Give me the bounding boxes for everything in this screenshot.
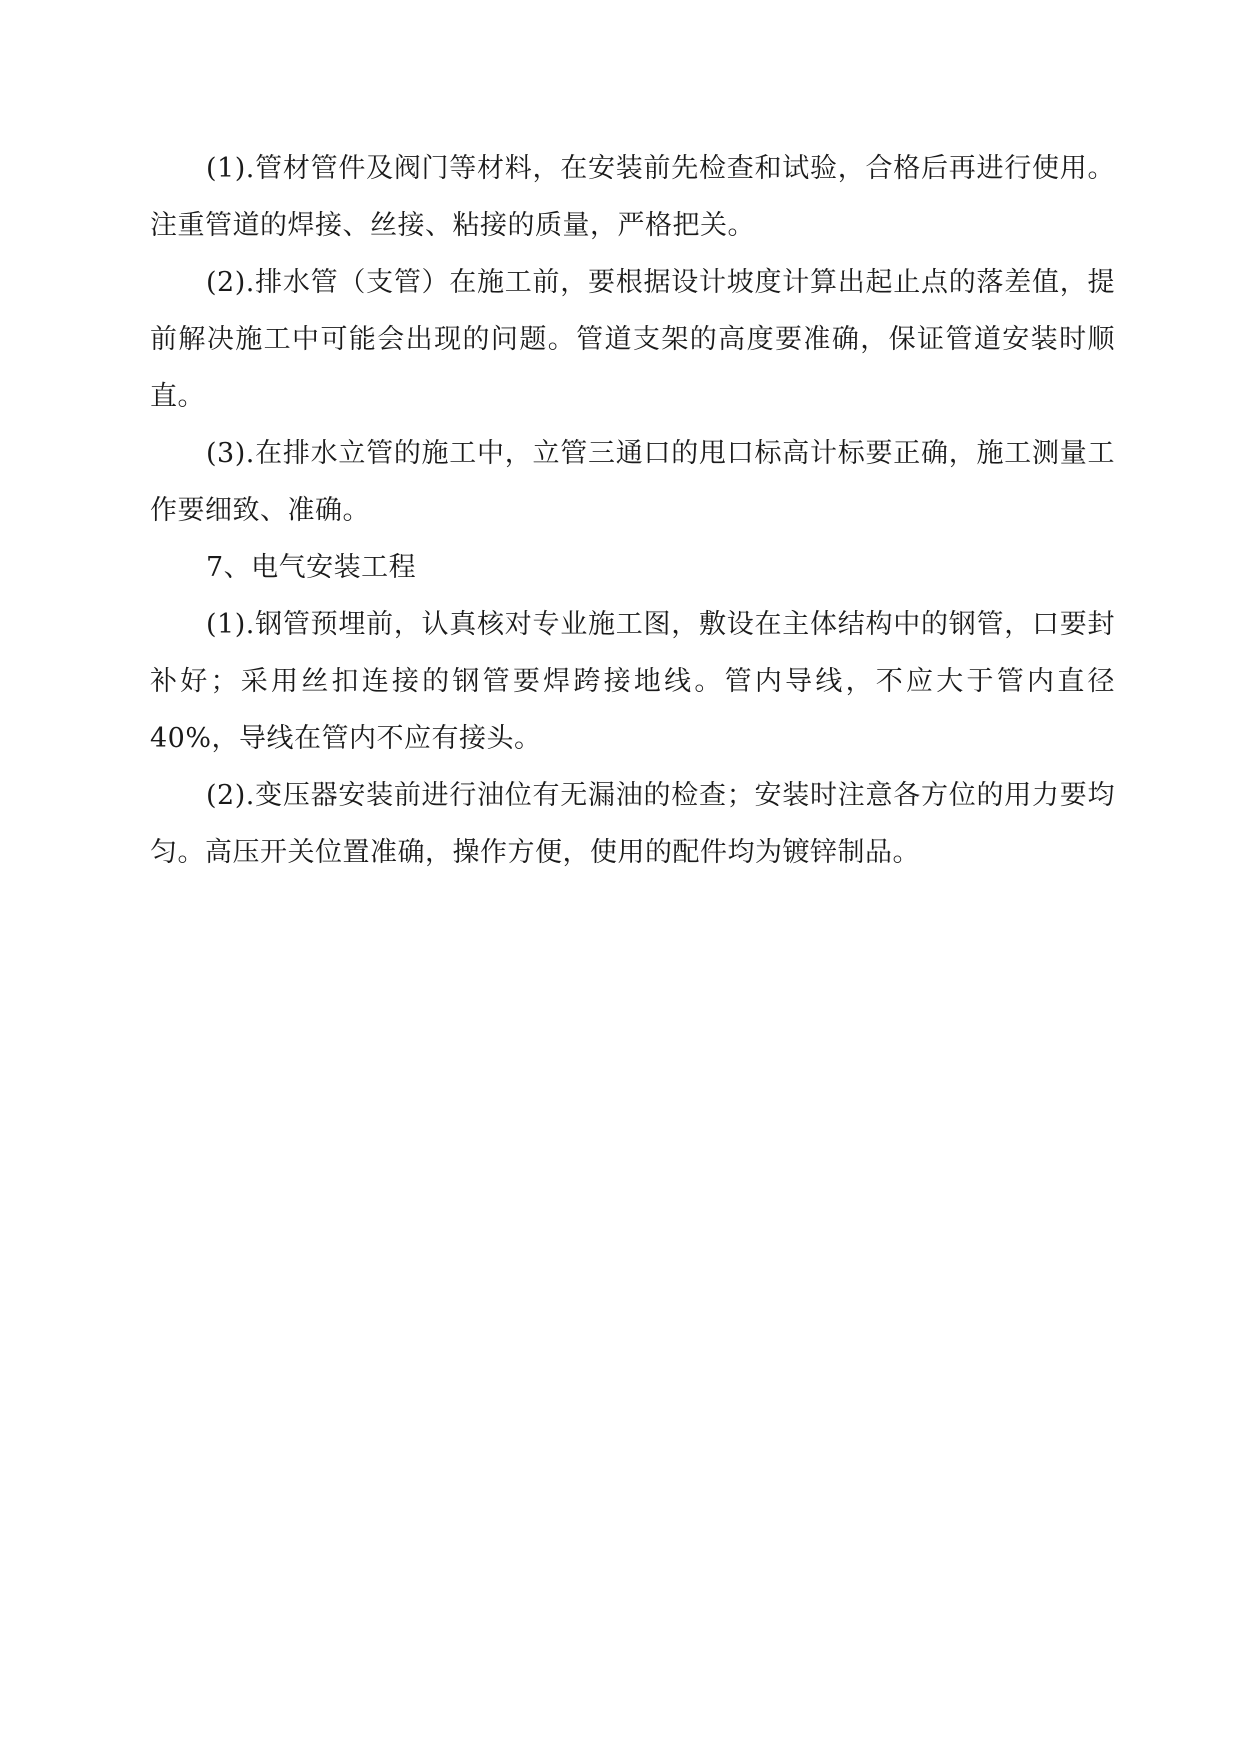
- document-body: [150, 140, 1115, 881]
- paragraph-plumbing-materials: (1).管材管件及阀门等材料，在安装前先检查和试验，合格后再进行使用。注重管道的焊接、丝接、粘接的质量，严格把关。: [150, 153, 1115, 241]
- section-heading-electrical: 7、电气安装工程: [206, 552, 417, 583]
- paragraph-drain-branch-pipe: (2).排水管（支管）在施工前，要根据设计坡度计算出起止点的落差值，提前解决施工中可能会出现的问题。管道支架的高度要准确，保证管道安装时顺直。: [150, 267, 1115, 412]
- paragraph-conduit-embedding: (1).钢管预埋前，认真核对专业施工图，敷设在主体结构中的钢管，口要封补好；采用丝扣连接的钢管要焊跨接地线。管内导线，不应大于管内直径 40%，导线在管内不应有接头。: [150, 609, 1115, 754]
- paragraph-drain-riser: (3).在排水立管的施工中，立管三通口的甩口标高计标要正确，施工测量工作要细致、准确。: [150, 438, 1115, 526]
- paragraph-transformer-install: (2).变压器安装前进行油位有无漏油的检查；安装时注意各方位的用力要均匀。高压开关位置准确，操作方便，使用的配件均为镀锌制品。: [150, 780, 1115, 868]
